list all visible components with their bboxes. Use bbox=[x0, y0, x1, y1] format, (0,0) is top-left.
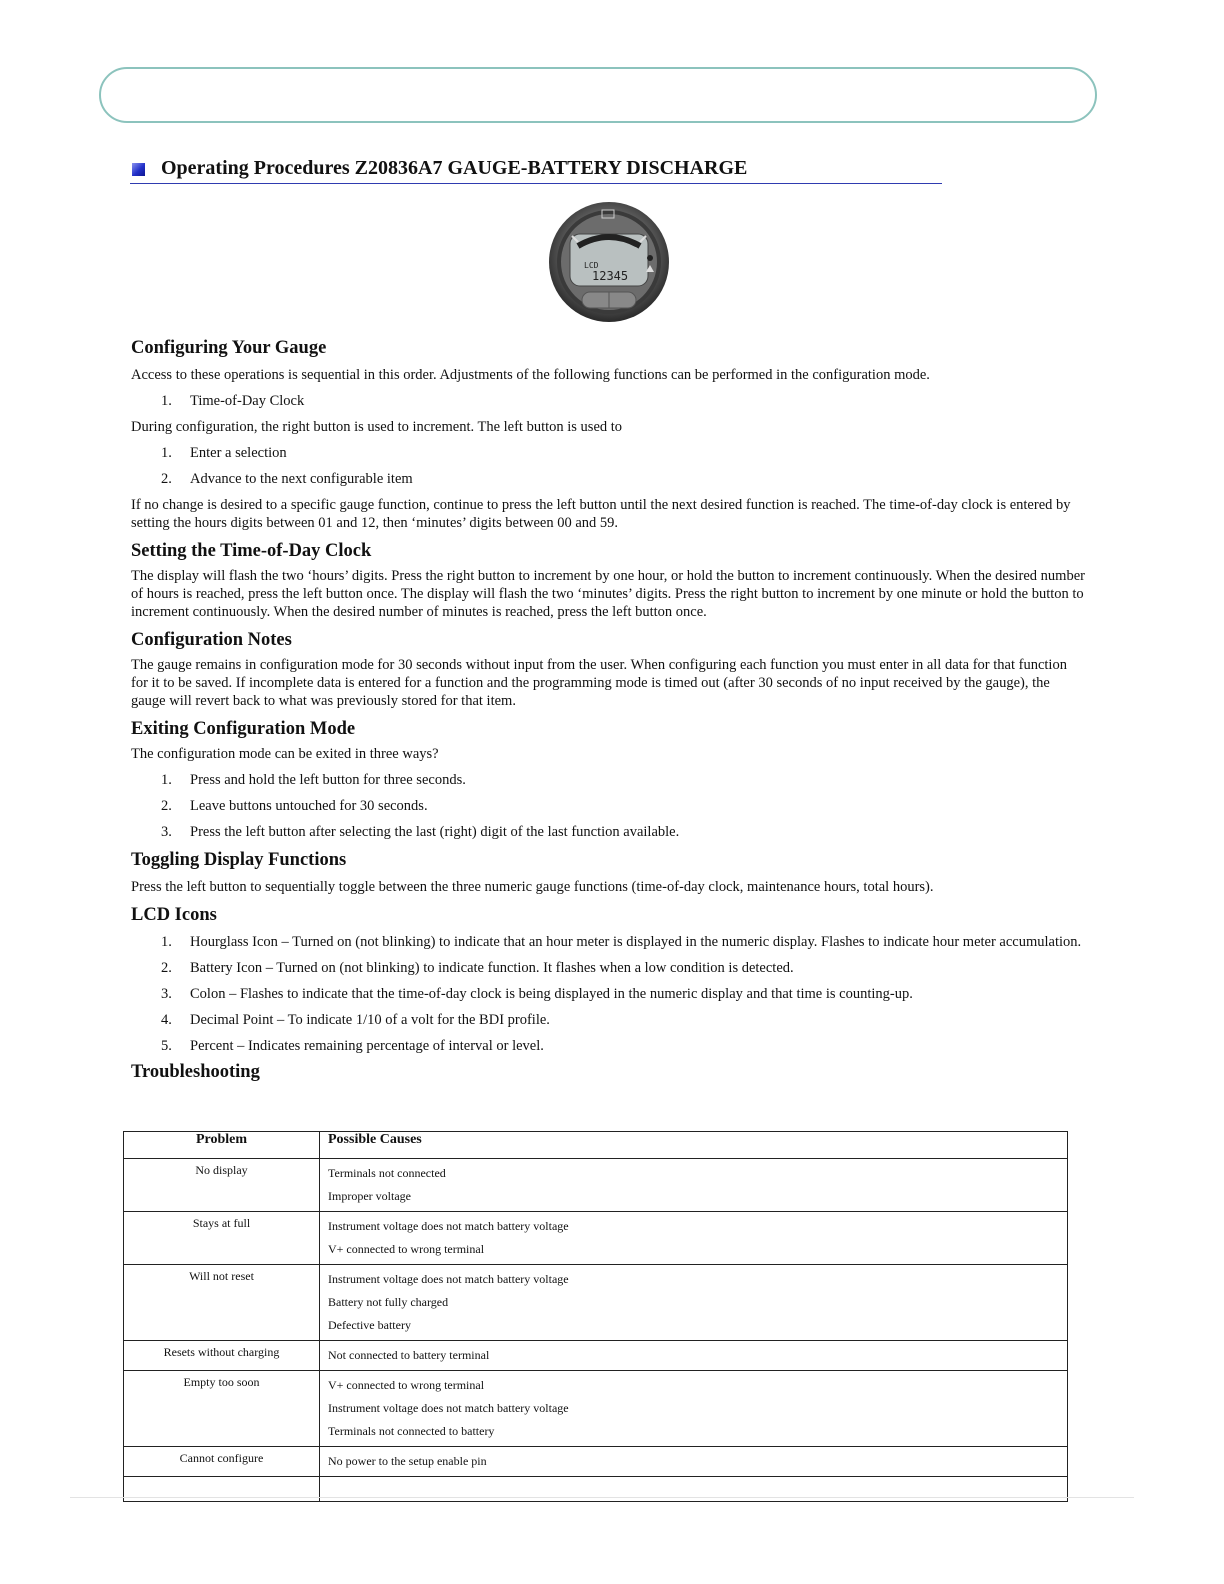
table-row bbox=[124, 1159, 1068, 1212]
configuring-intro: Access to these operations is sequential in this order. Adjustments of the following functions can be performed in the configuration mode. bbox=[131, 367, 930, 383]
causes-cell: V+ connected to wrong terminal Instrument voltage does not match battery voltage Terminals not connected to battery bbox=[320, 1371, 1068, 1447]
heading-toggling: Toggling Display Functions bbox=[131, 850, 347, 870]
problem-cell: No display bbox=[124, 1159, 320, 1212]
list-item: 5. Percent – Indicates remaining percentage of interval or level. bbox=[161, 1038, 544, 1054]
causes-cell: Instrument voltage does not match battery voltage Battery not fully charged Defective battery bbox=[320, 1265, 1068, 1341]
problem-cell: Cannot configure bbox=[124, 1447, 320, 1477]
list-item: 1. Time-of-Day Clock bbox=[161, 393, 305, 409]
list-item: 4. Decimal Point – To indicate 1/10 of a volt for the BDI profile. bbox=[161, 1012, 550, 1028]
list-item: 3. Colon – Flashes to indicate that the time-of-day clock is being displayed in the numeric display and that time is counting-up. bbox=[161, 986, 913, 1002]
table-row bbox=[124, 1341, 1068, 1371]
gauge-lcd-label: LCD bbox=[584, 261, 599, 270]
list-item: 1. Hourglass Icon – Turned on (not blinking) to indicate that an hour meter is displayed in the numeric display. Flashes to indicate hour meter accumulation. bbox=[161, 934, 1082, 950]
causes-cell: Instrument voltage does not match battery voltage V+ connected to wrong terminal bbox=[320, 1212, 1068, 1265]
content bbox=[131, 335, 1086, 1085]
table-row bbox=[124, 1371, 1068, 1447]
setting-clock-text: The display will flash the two ‘hours’ digits. Press the right button to increment by one hour, or hold the button to increment continuously. When the desired number of hours is reached, press the left button once. The display will flash the two ‘minutes’ digits. Press the right button to increment by one minute or hold the button to increment continuously. When the desired number of minutes is reached, press the left button once. bbox=[131, 568, 1085, 620]
configuring-list-2 bbox=[131, 444, 1086, 488]
lcd-icons-list bbox=[131, 933, 1086, 1055]
table-row bbox=[124, 1265, 1068, 1341]
page-title: Operating Procedures Z20836A7 GAUGE-BATTERY DISCHARGE bbox=[161, 157, 748, 179]
gauge-image bbox=[542, 196, 676, 330]
column-header-problem: Problem bbox=[124, 1132, 320, 1159]
list-item: 3. Press the left button after selecting the last (right) digit of the last function available. bbox=[161, 824, 680, 840]
problem-cell: Will not reset bbox=[124, 1265, 320, 1341]
heading-configuring: Configuring Your Gauge bbox=[131, 338, 327, 358]
list-item: 2. Battery Icon – Turned on (not blinking) to indicate function. It flashes when a low condition is detected. bbox=[161, 960, 794, 976]
problem-cell: Empty too soon bbox=[124, 1371, 320, 1447]
heading-setting-clock: Setting the Time-of-Day Clock bbox=[131, 541, 372, 561]
list-item: 2. Leave buttons untouched for 30 seconds. bbox=[161, 798, 428, 814]
table-row bbox=[124, 1212, 1068, 1265]
footer-divider bbox=[70, 1497, 1134, 1498]
configuring-para-3: If no change is desired to a specific gauge function, continue to press the left button until the next desired function is reached. The time-of-day clock is entered by setting the hours digits between 01 and 12, then ‘minutes’ digits between 00 and 59. bbox=[131, 497, 1071, 531]
square-bullet-icon bbox=[132, 163, 145, 176]
toggling-text: Press the left button to sequentially toggle between the three numeric gauge functions (time-of-day clock, maintenance hours, total hours). bbox=[131, 879, 934, 895]
configuring-list-1 bbox=[131, 392, 1086, 410]
heading-exiting: Exiting Configuration Mode bbox=[131, 719, 356, 739]
problem-cell: Resets without charging bbox=[124, 1341, 320, 1371]
causes-cell: Not connected to battery terminal bbox=[320, 1341, 1068, 1371]
heading-lcd-icons: LCD Icons bbox=[131, 905, 217, 925]
header-banner bbox=[99, 67, 1097, 123]
list-item: 2. Advance to the next configurable item bbox=[161, 471, 413, 487]
heading-troubleshooting: Troubleshooting bbox=[131, 1062, 260, 1082]
heading-config-notes: Configuration Notes bbox=[131, 630, 292, 650]
config-notes-text: The gauge remains in configuration mode for 30 seconds without input from the user. When configuring each function you must enter in all data for that function for it to be saved. If incomplete data is entered for a function and the programming mode is timed out (after 30 seconds of no input received by the gauge), the gauge will revert back to what was previously stored for that item. bbox=[131, 657, 1067, 709]
troubleshooting-table bbox=[123, 1131, 1068, 1502]
title-row bbox=[130, 157, 942, 184]
causes-cell: No power to the setup enable pin bbox=[320, 1447, 1068, 1477]
exiting-intro: The configuration mode can be exited in three ways? bbox=[131, 746, 439, 762]
exiting-list bbox=[131, 771, 1086, 841]
list-item: 1. Press and hold the left button for three seconds. bbox=[161, 772, 466, 788]
problem-cell: Stays at full bbox=[124, 1212, 320, 1265]
table-row bbox=[124, 1447, 1068, 1477]
gauge-lcd-digits: 12345 bbox=[592, 269, 629, 283]
column-header-causes: Possible Causes bbox=[320, 1132, 1068, 1159]
causes-cell: Terminals not connected Improper voltage bbox=[320, 1159, 1068, 1212]
table-header-row bbox=[124, 1132, 1068, 1159]
configuring-para-2: During configuration, the right button is used to increment. The left button is used to bbox=[131, 419, 623, 435]
list-item: 1. Enter a selection bbox=[161, 445, 287, 461]
